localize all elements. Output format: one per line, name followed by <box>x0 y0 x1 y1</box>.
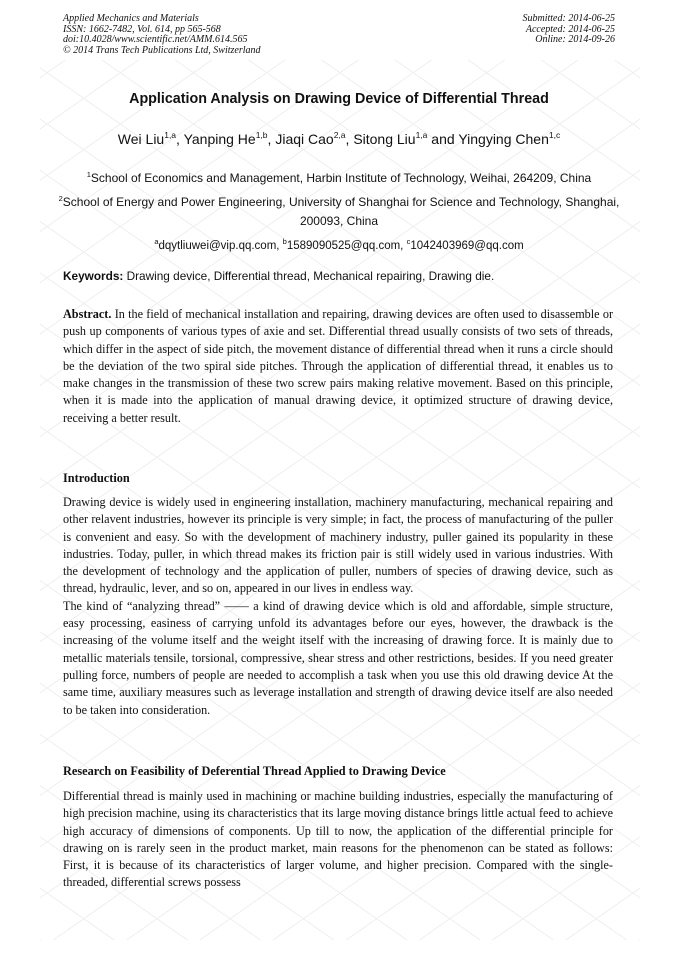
affiliation-text: School of Economics and Management, Harbin Institute of Technology, Weihai, 264209, China <box>90 171 592 185</box>
keywords-text: Drawing device, Differential thread, Mechanical repairing, Drawing die. <box>123 269 495 283</box>
author-separator: , <box>267 131 276 147</box>
author-affiliation-sup: 1,b <box>255 130 268 140</box>
email-address: 1042403969@qq.com <box>410 240 524 252</box>
author-name: Wei Liu <box>117 131 165 147</box>
affiliation-2 <box>50 189 628 231</box>
author-affiliation-sup: 2,a <box>333 130 346 140</box>
research-body <box>63 788 613 892</box>
affiliation-marker: 2 <box>58 194 63 203</box>
author-list <box>40 130 638 147</box>
paragraph: Differential thread is mainly used in machining or machine building industries, especially the manufacturing of high precision machine, using its characteristics that its large moving distance brings little actual feed to achieve high accuracy of dimensions of components. Up till to now, the application of the differential principle for drawing on is rarely seen in the product market, main reasons for the phenomenon can be stated as follows: First, it is because of its characteristics of larger volume, and higher precision. Compared with the single-threaded, differential screws possess <box>63 789 613 890</box>
keywords <box>63 269 623 283</box>
publication-dates <box>523 14 616 46</box>
author-separator: , <box>176 131 184 147</box>
research-heading: Research on Feasibility of Deferential Thread Applied to Drawing Device <box>63 764 446 778</box>
author-affiliation-sup: 1,a <box>164 130 177 140</box>
email-marker: c <box>406 237 411 246</box>
keywords-label: Keywords: <box>63 269 124 283</box>
affiliation-marker: 1 <box>86 170 91 179</box>
author-emails <box>50 232 628 256</box>
journal-info <box>63 14 261 56</box>
email-marker: a <box>154 237 159 246</box>
affiliation-1 <box>50 165 628 188</box>
author-name: Jiaqi Cao <box>275 131 334 147</box>
affiliation-text: School of Energy and Power Engineering, University of Shanghai for Science and Technology, Shanghai, 200093, China <box>62 195 620 228</box>
author-affiliation-sup: 1,a <box>415 130 428 140</box>
paper-title: Application Analysis on Drawing Device of Differential Thread <box>129 91 549 107</box>
paragraph: Drawing device is widely used in engineering installation, machinery manufacturing, mechanical repairing and other relavent industries, however its principle is very simple; in fact, the process of manufacturing of the puller is convenient and easy. So with the development of machinery industry, puller gained its popularity in these industries. Today, puller, in which thread makes its friction pair is still widely used in various industries. With the development of technology and the application of puller, numbers of species of drawing device, such as thread, hydraulic, lever, and so on, appeared in our lives in endless way. <box>63 495 613 596</box>
accepted-date: Accepted: 2014-06-25 <box>525 23 615 35</box>
author-affiliation-sup: 1,c <box>548 130 561 140</box>
email-marker: b <box>282 237 287 246</box>
copyright-line: © 2014 Trans Tech Publications Ltd, Switzerland <box>63 44 261 56</box>
abstract-label: Abstract. <box>63 307 112 321</box>
author-name: Yanping He <box>183 131 256 147</box>
abstract <box>63 306 613 427</box>
submitted-date: Submitted: 2014-06-25 <box>522 13 615 24</box>
doi-line: doi:10.4028/www.scientific.net/AMM.614.565 <box>63 34 248 45</box>
author-name: Yingying Chen <box>458 131 549 147</box>
email-address: 1589090525@qq.com, <box>286 240 407 252</box>
issn-line: ISSN: 1662-7482, Vol. 614, pp 565-568 <box>63 23 221 35</box>
email-address: dqytliuwei@vip.qq.com, <box>158 240 283 252</box>
journal-name: Applied Mechanics and Materials <box>63 13 199 24</box>
author-name: Sitong Liu <box>353 131 416 147</box>
introduction-body <box>63 494 613 719</box>
author-separator: and <box>427 131 459 147</box>
introduction-heading: Introduction <box>63 471 130 485</box>
abstract-text: In the field of mechanical installation and repairing, drawing devices are often used to disassemble or push up components of various types of axie and set. Differential thread usually consists of two sets of threads, which differ in the aspect of side pitch, the movement distance of differential thread when it runs a circle should be the deviation of the two spiral side pitches. Through the application of differential thread, it enables us to make changes in the transmission of these two screw pairs making relative movement. Based on this principle, when it is made into the application of manual drawing device, it optimized structure of drawing device, receiving a better result. <box>63 307 613 425</box>
online-date: Online: 2014-09-26 <box>535 34 615 45</box>
author-separator: , <box>345 131 354 147</box>
paragraph: The kind of “analyzing thread” —— a kind of drawing device which is old and affordable, simple structure, easy processing, easiness of carrying unfold its advantages before our eyes, however, the drawback is the increasing of the volume itself and the weight itself with the increasing of drawing force. It is mainly due to metallic materials tensile, torsional, compressive, shear stress and other restrictions, besides. If you need greater pulling force, numbers of people are needed to accomplish a task when you use this old drawing device At the same time, auxiliary measures such as leverage installation and strength of drawing device itself are also needed to be taken into consideration. <box>63 598 613 717</box>
